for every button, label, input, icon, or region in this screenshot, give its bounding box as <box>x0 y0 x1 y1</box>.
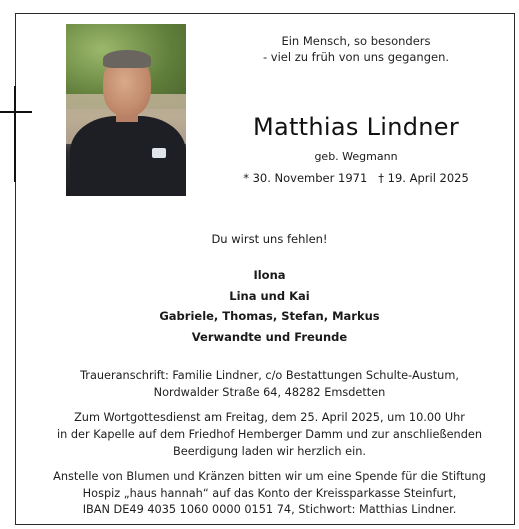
photo-shirt <box>70 116 186 196</box>
service-line-2: in der Kapelle auf dem Friedhof Hemberger Damm und zur anschließenden <box>57 428 482 441</box>
cross-vertical-bar <box>14 86 16 182</box>
deceased-name: Matthias Lindner <box>252 113 460 141</box>
cross-horizontal-bar <box>0 111 32 113</box>
photo-hair <box>103 50 151 68</box>
photo-shirt-logo <box>152 148 166 158</box>
service-line-1: Zum Wortgottesdienst am Freitag, dem 25. April 2025, um 10.00 Uhr <box>74 411 465 424</box>
family-line-4: Verwandte und Freunde <box>191 330 348 344</box>
address-line-2: Nordwalder Straße 64, 48282 Emsdetten <box>153 386 386 399</box>
donation-line-1: Anstelle von Blumen und Kränzen bitten wir um eine Spende für die Stiftung <box>53 470 486 483</box>
motto-line-2: - viel zu früh von uns gegangen. <box>262 50 450 64</box>
farewell-text: Du wirst uns fehlen! <box>211 232 328 246</box>
address-line-1: Traueranschrift: Familie Lindner, c/o Bestattungen Schulte-Austum, <box>80 369 459 382</box>
donation-line-2: Hospiz „haus hannah“ auf das Konto der Kreissparkasse Steinfurt, <box>82 487 457 500</box>
family-line-2: Lina und Kai <box>229 289 310 303</box>
service-line-3: Beerdigung laden wir herzlich ein. <box>173 445 366 458</box>
family-line-3: Gabriele, Thomas, Stefan, Markus <box>159 309 380 323</box>
donation-line-3: IBAN DE49 4035 1060 0000 0151 74, Stichwort: Matthias Lindner. <box>82 503 457 516</box>
portrait-photo <box>66 24 186 196</box>
life-dates: * 30. November 1971 † 19. April 2025 <box>243 171 469 185</box>
family-line-1: Ilona <box>253 268 286 282</box>
maiden-name: geb. Wegmann <box>314 150 398 163</box>
motto-line-1: Ein Mensch, so besonders <box>281 34 431 48</box>
